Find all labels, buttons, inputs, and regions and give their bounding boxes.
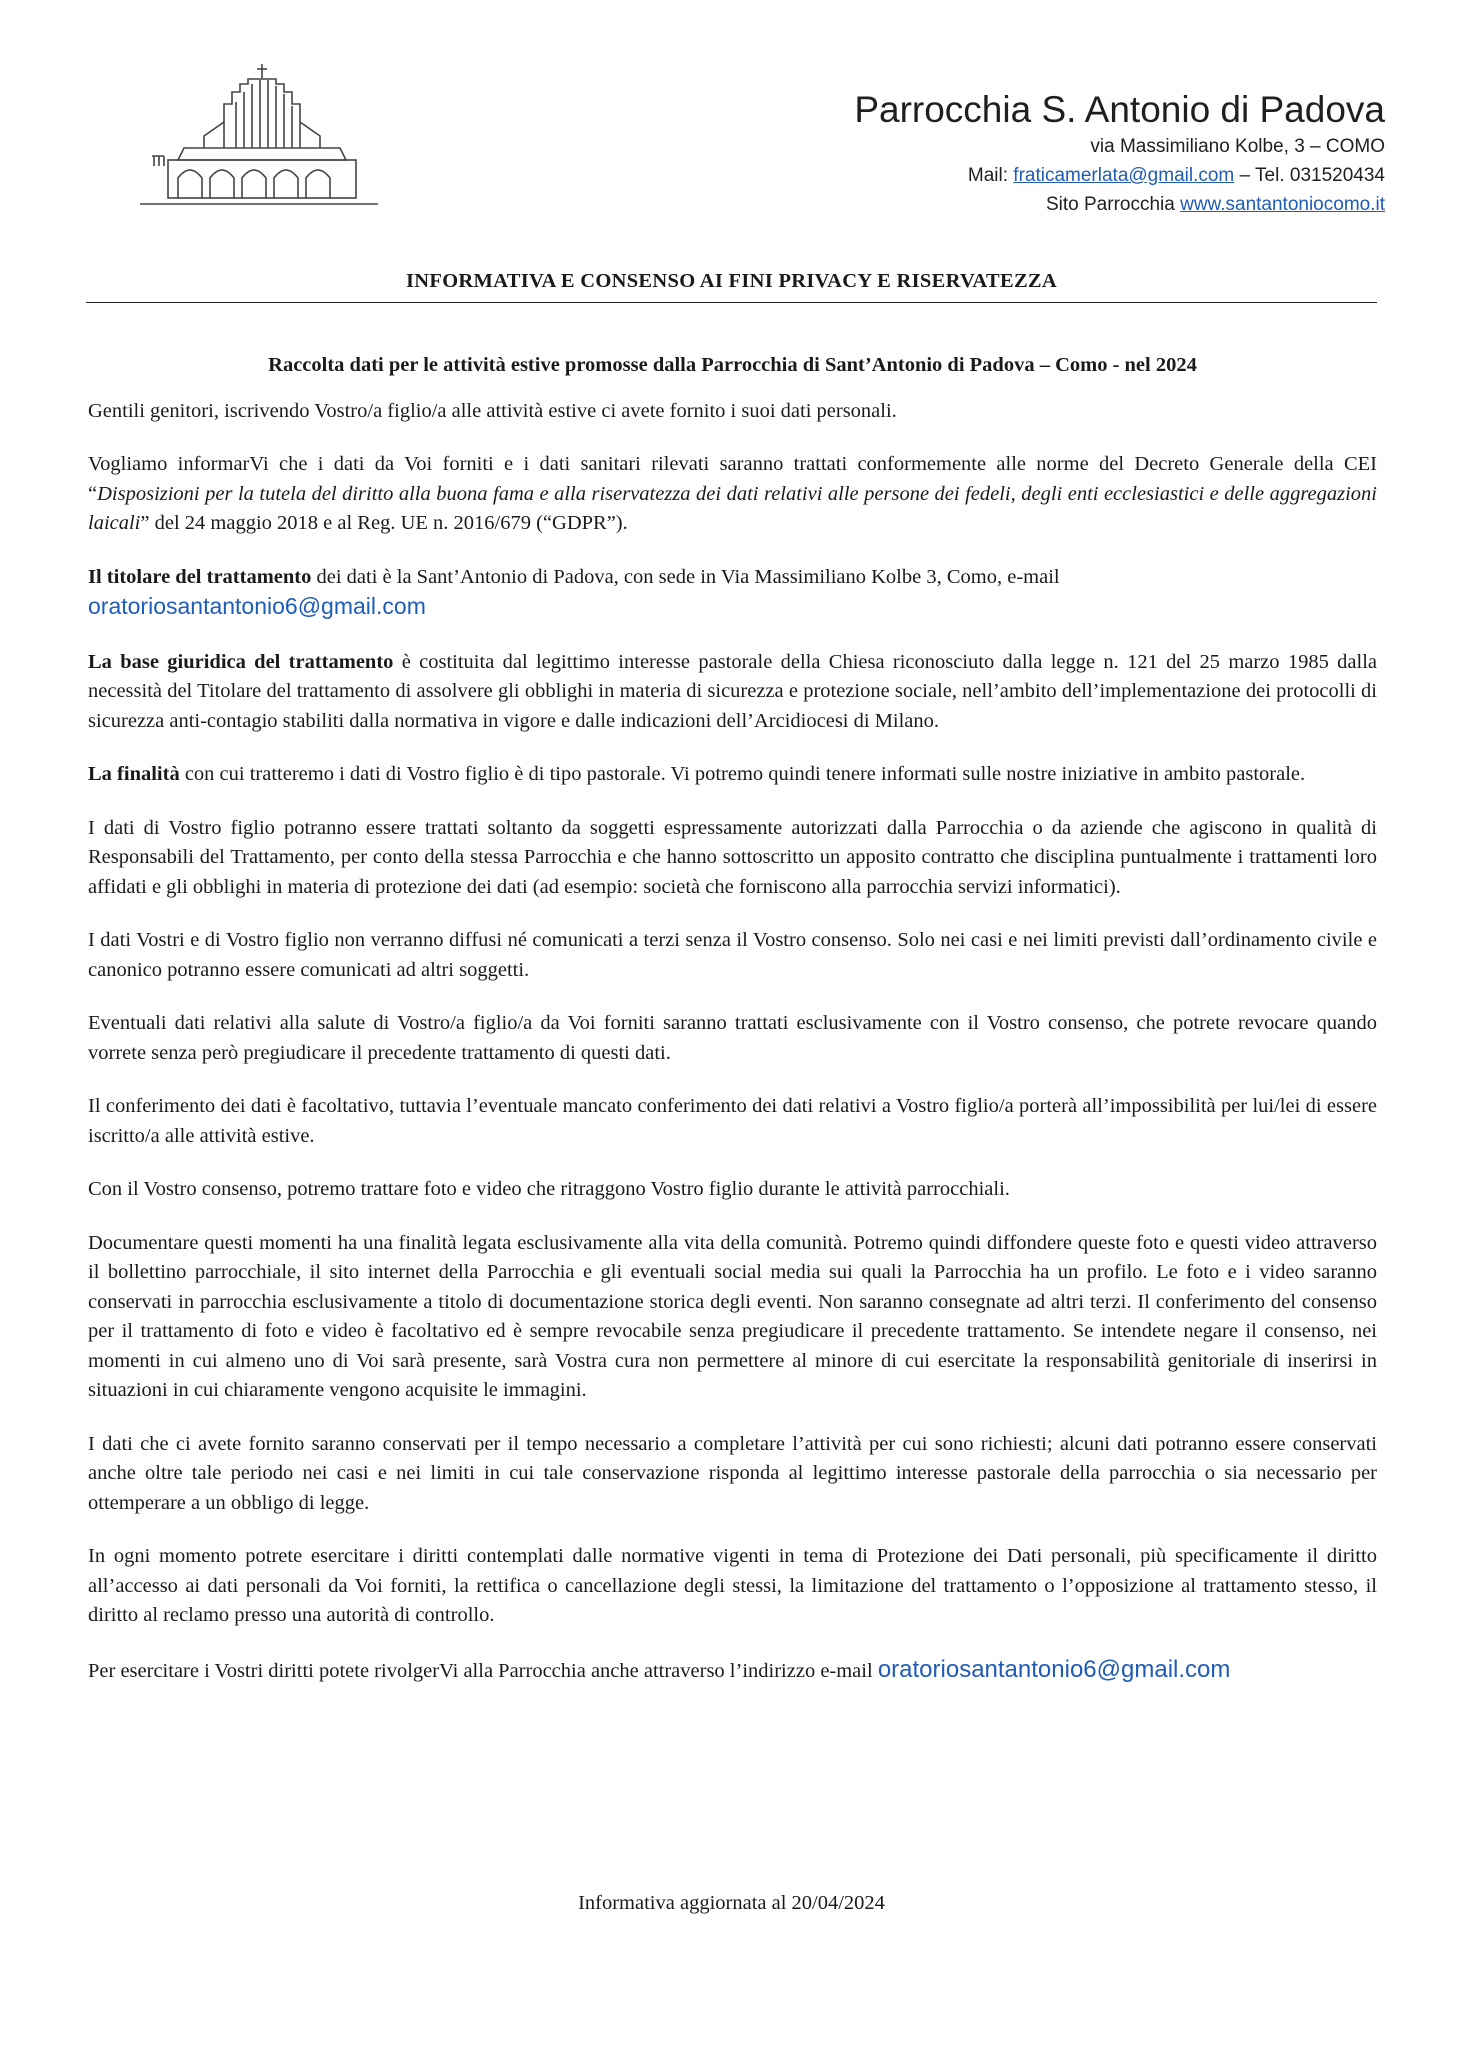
- controller-text: dei dati è la Sant’Antonio di Padova, con sede in Via Massimiliano Kolbe 3, Como, e-mail: [311, 565, 1060, 588]
- cei-decree-title: Disposizioni per la tutela del diritto alla buona fama e alla riservatezza dei dati relativi alle persone dei fedeli, degli enti ecclesiastici e delle aggregazioni laicali: [88, 482, 1377, 534]
- paragraph-data-controller: [88, 563, 1377, 624]
- parish-contacts: [854, 161, 1385, 190]
- mail-label: Mail:: [967, 165, 1014, 186]
- paragraph-legal-basis: [88, 648, 1377, 737]
- purpose-text: con cui tratteremo i dati di Vostro figlio è di tipo pastorale. Vi potremo quindi tenere informati sulle nostre iniziative in ambito pastorale.: [179, 763, 1306, 785]
- paragraph-disclosure: I dati Vostri e di Vostro figlio non verranno diffusi né comunicati a terzi senza il Vostro consenso. Solo nei casi e nei limiti previsti dall’ordinamento civile e canonico potranno essere comunicati ad altri soggetti.: [88, 929, 1377, 981]
- controller-email-link[interactable]: oratoriosantantonio6@gmail.com: [88, 593, 426, 619]
- paragraph-optional-data: Il conferimento dei dati è facoltativo, tuttavia l’eventuale mancato conferimento dei dati relativi a Vostro figlio/a porterà all’impossibilità per lui/lei di essere iscritto/a alle attività estive.: [88, 1095, 1377, 1147]
- document-subtitle: Raccolta dati per le attività estive promosse dalla Parrocchia di Sant’Antonio di Padova – Como - nel 2024: [268, 354, 1197, 376]
- paragraph-cei-decree: [88, 450, 1377, 539]
- parish-name: Parrocchia S. Antonio di Padova: [854, 89, 1385, 130]
- parish-site-line: [854, 190, 1385, 219]
- paragraph-purpose: [88, 760, 1377, 790]
- paragraph-health-data: Eventuali dati relativi alla salute di Vostro/a figlio/a da Voi forniti saranno trattati esclusivamente con il Vostro consenso, che potrete revocare quando vorrete senza però pregiudicare il precedente trattamento di questi dati.: [88, 1012, 1377, 1064]
- controller-heading: Il titolare del trattamento: [88, 565, 312, 588]
- title-divider: [86, 302, 1377, 303]
- parish-site-link[interactable]: www.santantoniocomo.it: [1180, 194, 1385, 215]
- paragraph-photo-consent: Con il Vostro consenso, potremo trattare foto e video che ritraggono Vostro figlio durante le attività parrocchiali.: [88, 1178, 1010, 1200]
- church-logo-icon: [140, 62, 378, 212]
- rights-email-link[interactable]: oratoriosantantonio6@gmail.com: [877, 1655, 1231, 1683]
- legal-basis-text: è costituita dal legittimo interesse pastorale della Chiesa riconosciuto dalla legge n. 121 del 25 marzo 1985 dalla necessità del Titolare del trattamento di assolvere gli obblighi in materia di sicurezza e protezione sociale, nell’ambito dell’implementazione dei protocolli di sicurezza anti-contagio stabiliti dalla normativa in vigore e dalle indicazioni dell’Arcidiocesi di Milano.: [88, 650, 1377, 732]
- paragraph-greeting: Gentili genitori, iscrivendo Vostro/a figlio/a alle attività estive ci avete fornito i suoi dati personali.: [88, 399, 897, 422]
- cei-text-before: Vogliamo informarVi che i dati da Voi forniti e i dati sanitari rilevati saranno trattati conformemente alle norme del Decreto Generale della CEI “: [88, 453, 1377, 505]
- document-body: [88, 351, 1377, 1710]
- paragraph-rights: In ogni momento potrete esercitare i diritti contemplati dalle normative vigenti in tema di Protezione dei Dati personali, più specificamente il diritto all’accesso ai dati personali da Voi forniti, la rettifica o cancellazione degli stessi, la limitazione del trattamento o l’opposizione al trattamento stesso, il diritto al reclamo presso una autorità di controllo.: [88, 1545, 1377, 1626]
- exercise-rights-text: Per esercitare i Vostri diritti potete rivolgerVi alla Parrocchia anche attraverso l’indirizzo e-mail: [88, 1659, 878, 1682]
- cei-text-after: ” del 24 maggio 2018 e al Reg. UE n. 2016/679 (“GDPR”).: [140, 512, 628, 534]
- update-date-note: Informativa aggiornata al 20/04/2024: [578, 1892, 885, 1914]
- site-label: Sito Parrocchia: [1045, 194, 1181, 215]
- paragraph-processors: I dati di Vostro figlio potranno essere trattati soltanto da soggetti espressamente autorizzati dalla Parrocchia o da aziende che agiscono in qualità di Responsabili del Trattamento, per conto della stessa Parrocchia e che hanno sottoscritto un apposito contratto che disciplina puntualmente i trattamenti loro affidati e gli obblighi in materia di protezione dei dati (ad esempio: società che forniscono alla parrocchia servizi informatici).: [88, 816, 1377, 898]
- legal-basis-heading: La base giuridica del trattamento: [88, 650, 394, 673]
- paragraph-retention: I dati che ci avete fornito saranno conservati per il tempo necessario a completare l’attività per cui sono richiesti; alcuni dati potranno essere conservati anche oltre tale periodo nei casi e nei limiti in cui tale conservazione risponda al legittimo interesse pastorale della parrocchia o sia necessario per ottemperare a un obbligo di legge.: [88, 1432, 1377, 1514]
- paragraph-exercise-rights: [88, 1655, 1377, 1687]
- paragraph-documentation: Documentare questi momenti ha una finalità legata esclusivamente alla vita della comunità. Potremo quindi diffondere queste foto e questi video attraverso il bollettino parrocchiale, il sito internet della Parrocchia e gli eventuali social media sui quali la Parrocchia ha un profilo. Le foto e i video saranno conservati in parrocchia esclusivamente a titolo di documentazione storica degli eventi. Non saranno consegnate ad altri terzi. Il conferimento del consenso per il trattamento di foto e video è facoltativo ed è sempre revocabile senza pregiudicare il precedente trattamento. Se intendete negare il consenso, nei momenti in cui almeno uno di Voi sarà presente, sarà Vostra cura non permettere al minore di cui esercitate la responsabilità genitoriale di inserirsi in situazioni in cui chiaramente vengono acquisite le immagini.: [88, 1231, 1377, 1401]
- parish-tel: – Tel. 031520434: [1234, 165, 1385, 186]
- parish-mail-link[interactable]: fraticamerlata@gmail.com: [1013, 165, 1235, 186]
- parish-address: via Massimiliano Kolbe, 3 – COMO: [1090, 136, 1385, 157]
- letterhead: [854, 88, 1385, 219]
- document-title: INFORMATIVA E CONSENSO AI FINI PRIVACY E RISERVATEZZA: [405, 270, 1057, 292]
- purpose-heading: La finalità: [88, 763, 180, 785]
